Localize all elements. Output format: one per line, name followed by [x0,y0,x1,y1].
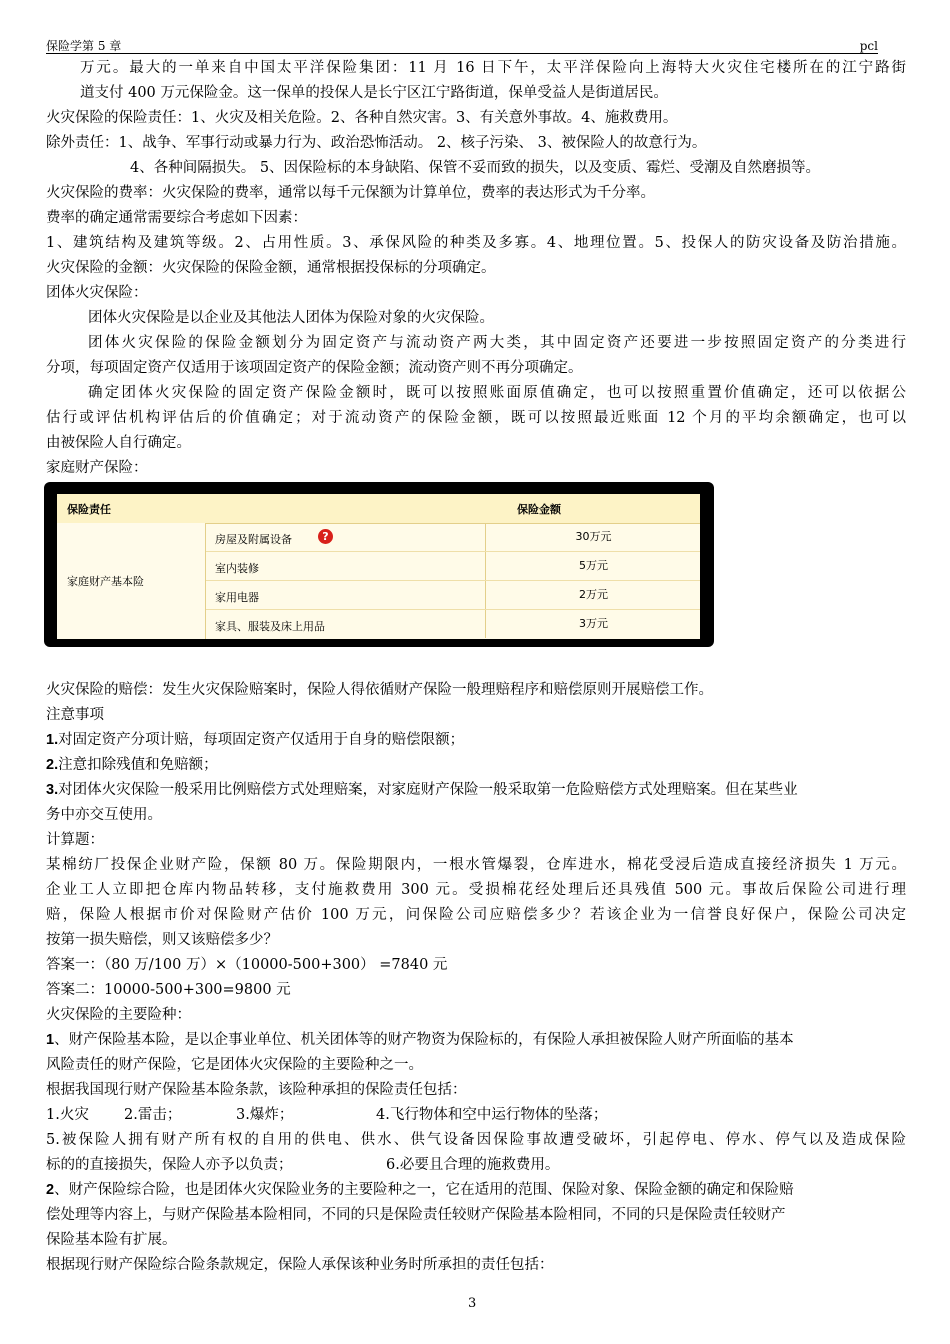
section-heading: 注意事项 [46,707,104,723]
paragraph-line: 火灾保险的保险责任：1、火灾及相关危险。2、各种自然灾害。3、有关意外事故。4、施救费用。 [46,110,678,126]
item-cell: 室内装修 [215,562,259,575]
paragraph-line: 4、各种间隔损失。 5、因保险标的本身缺陷、保管不妥而致的损失，以及变质、霉烂、受潮及自然磨损等。 [130,160,821,176]
amount-cell: 2万元 [485,581,701,609]
paragraph-line: 费率的确定通常需要综合考虑如下因素： [46,210,307,226]
table-row [206,581,700,610]
section-heading: 家庭财产保险： [46,460,148,476]
paragraph-line: 保险基本险有扩展。 [46,1232,177,1248]
item-number: 2. [46,757,59,773]
numbered-item [46,1182,794,1199]
paragraph-line: 标的的直接损失，保险人亦予以负责； [46,1157,293,1173]
group-cell [57,523,206,639]
paragraph-line: 赔，保险人根据市价对保险财产估价 100 万元，问保险公司应赔偿多少？若该企业为一信誉良好保户，保险公司决定 [46,907,906,923]
paragraph-line: 团体火灾保险是以企业及其他法人团体为保险对象的火灾保险。 [88,310,494,326]
section-heading: 团体火灾保险： [46,285,148,301]
amount-cell: 30万元 [485,523,701,551]
numbered-item [46,732,464,749]
paragraph-line: 5.被保险人拥有财产所有权的自用的供电、供水、供气设备因保险事故遭受破坏，引起停电、停水、停气以及造成保险 [46,1132,906,1148]
item-text: 注意扣除残值和免赔额； [58,757,218,773]
column-header-amount: 保险金额 [517,503,561,516]
page-header [46,39,878,54]
paragraph-line: 某棉纺厂投保企业财产险，保额 80 万。保险期限内，一根水管爆裂，仓库进水，棉花受浸后造成直接经济损失 1 万元。 [46,857,906,873]
numbered-item [46,782,798,799]
amount-cell: 5万元 [485,552,701,580]
header-chapter: 保险学第 5 章 [46,39,122,53]
item-text: 对团体火灾保险一般采用比例赔偿方式处理赔案，对家庭财产保险一般采取第一危险赔偿方式处理赔案。但在某些业 [58,782,798,798]
paragraph-line: 万元。最大的一单来自中国太平洋保险集团：11 月 16 日下午，太平洋保险向上海特大火灾住宅楼所在的江宁路街 [80,60,906,76]
item-cell: 家具、服装及床上用品 [215,620,325,633]
paragraph-line: 估行或评估机构评估后的价值确定；对于流动资产的保险金额，既可以按照最近账面 12 个月的平均余额确定，也可以 [46,410,906,426]
item-text: 、财产保险综合险，也是团体火灾保险业务的主要险种之一，它在适用的范围、保险对象、保险金额的确定和保险赔 [54,1182,794,1198]
table-row [206,523,700,552]
paragraph-line: 务中亦交互使用。 [46,807,162,823]
paragraph-line: 根据现行财产保险综合险条款规定，保险人承保该种业务时所承担的责任包括： [46,1257,554,1273]
table-row [206,552,700,581]
paragraph-line: 火灾保险的金额：火灾保险的保险金额，通常根据投保标的分项确定。 [46,260,496,276]
list-item: 3.爆炸； [236,1107,294,1123]
table-header-row [57,494,700,524]
item-text: 对固定资产分项计赔，每项固定资产仅适用于自身的赔偿限额； [58,732,465,748]
column-header-coverage: 保险责任 [67,503,111,516]
answer-line: 答案一：（80 万/100 万）×（10000-500+300） =7840 元 [46,957,448,973]
numbered-item [46,757,218,774]
item-number: 1. [46,732,59,748]
section-heading: 火灾保险的主要险种： [46,1007,191,1023]
paragraph-line: 除外责任：1、战争、军事行动或暴力行为、政治恐怖活动。 2、核子污染、 3、被保险人的故意行为。 [46,135,707,151]
paragraph-line: 火灾保险的费率：火灾保险的费率，通常以每千元保额为计算单位，费率的表达形式为千分率。 [46,185,655,201]
amount-cell: 3万元 [485,610,701,638]
section-heading: 计算题： [46,832,104,848]
paragraph-line: 1、建筑结构及建筑等级。2、占用性质。3、承保风险的种类及多寡。4、地理位置。5、投保人的防灾设备及防治措施。 [46,235,906,251]
paragraph-line: 企业工人立即把仓库内物品转移，支付施救费用 300 元。受损棉花经处理后还具残值 500 元。事故后保险公司进行理 [46,882,906,898]
item-number: 1 [46,1032,55,1048]
paragraph-line: 由被保险人自行确定。 [46,435,191,451]
table-row [206,610,700,638]
item-number: 3. [46,782,59,798]
paragraph-line: 道支付 400 万元保险金。这一保单的投保人是长宁区江宁路街道，保单受益人是街道居民。 [80,85,668,101]
paragraph-line: 火灾保险的赔偿：发生火灾保险赔案时，保险人得依循财产保险一般理赔程序和赔偿原则开展赔偿工作。 [46,682,713,698]
list-item: 6.必要且合理的施救费用。 [386,1157,560,1173]
item-cell: 家用电器 [215,591,259,604]
item-cell: 房屋及附属设备 [215,533,292,546]
paragraph-line: 偿处理等内容上，与财产保险基本险相同，不同的只是保险责任较财产保险基本险相同，不同的只是保险责任较财产 [46,1207,786,1223]
paragraph-line: 按第一损失赔偿，则又该赔偿多少？ [46,932,278,948]
page-number: 3 [468,1296,477,1311]
paragraph-line: 团体火灾保险的保险金额划分为固定资产与流动资产两大类，其中固定资产还要进一步按照固定资产的分类进行 [88,335,906,351]
item-text: 、财产保险基本险，是以企事业单位、机关团体等的财产物资为保险标的，有保险人承担被保险人财产所面临的基本 [54,1032,794,1048]
table-image-frame [44,482,714,647]
item-number: 2 [46,1182,55,1198]
question-icon[interactable]: ? [318,529,333,544]
list-item: 4.飞行物体和空中运行物体的坠落； [376,1107,608,1123]
paragraph-line: 确定团体火灾保险的固定资产保险金额时，既可以按照账面原值确定，也可以按照重置价值确定，还可以依据公 [88,385,906,401]
group-label: 家庭财产基本险 [67,575,144,588]
header-author: pcl [859,39,878,53]
paragraph-line: 风险责任的财产保险，它是团体火灾保险的主要险种之一。 [46,1057,423,1073]
list-item: 1.火灾 [46,1107,89,1123]
list-item: 2.雷击； [124,1107,182,1123]
paragraph-line: 分项，每项固定资产仅适用于该项固定资产的保险金额；流动资产则不再分项确定。 [46,360,583,376]
household-insurance-table [57,494,700,639]
paragraph-line: 根据我国现行财产保险基本险条款，该险种承担的保险责任包括： [46,1082,467,1098]
numbered-item [46,1032,794,1049]
answer-line: 答案二：10000-500+300=9800 元 [46,982,291,998]
